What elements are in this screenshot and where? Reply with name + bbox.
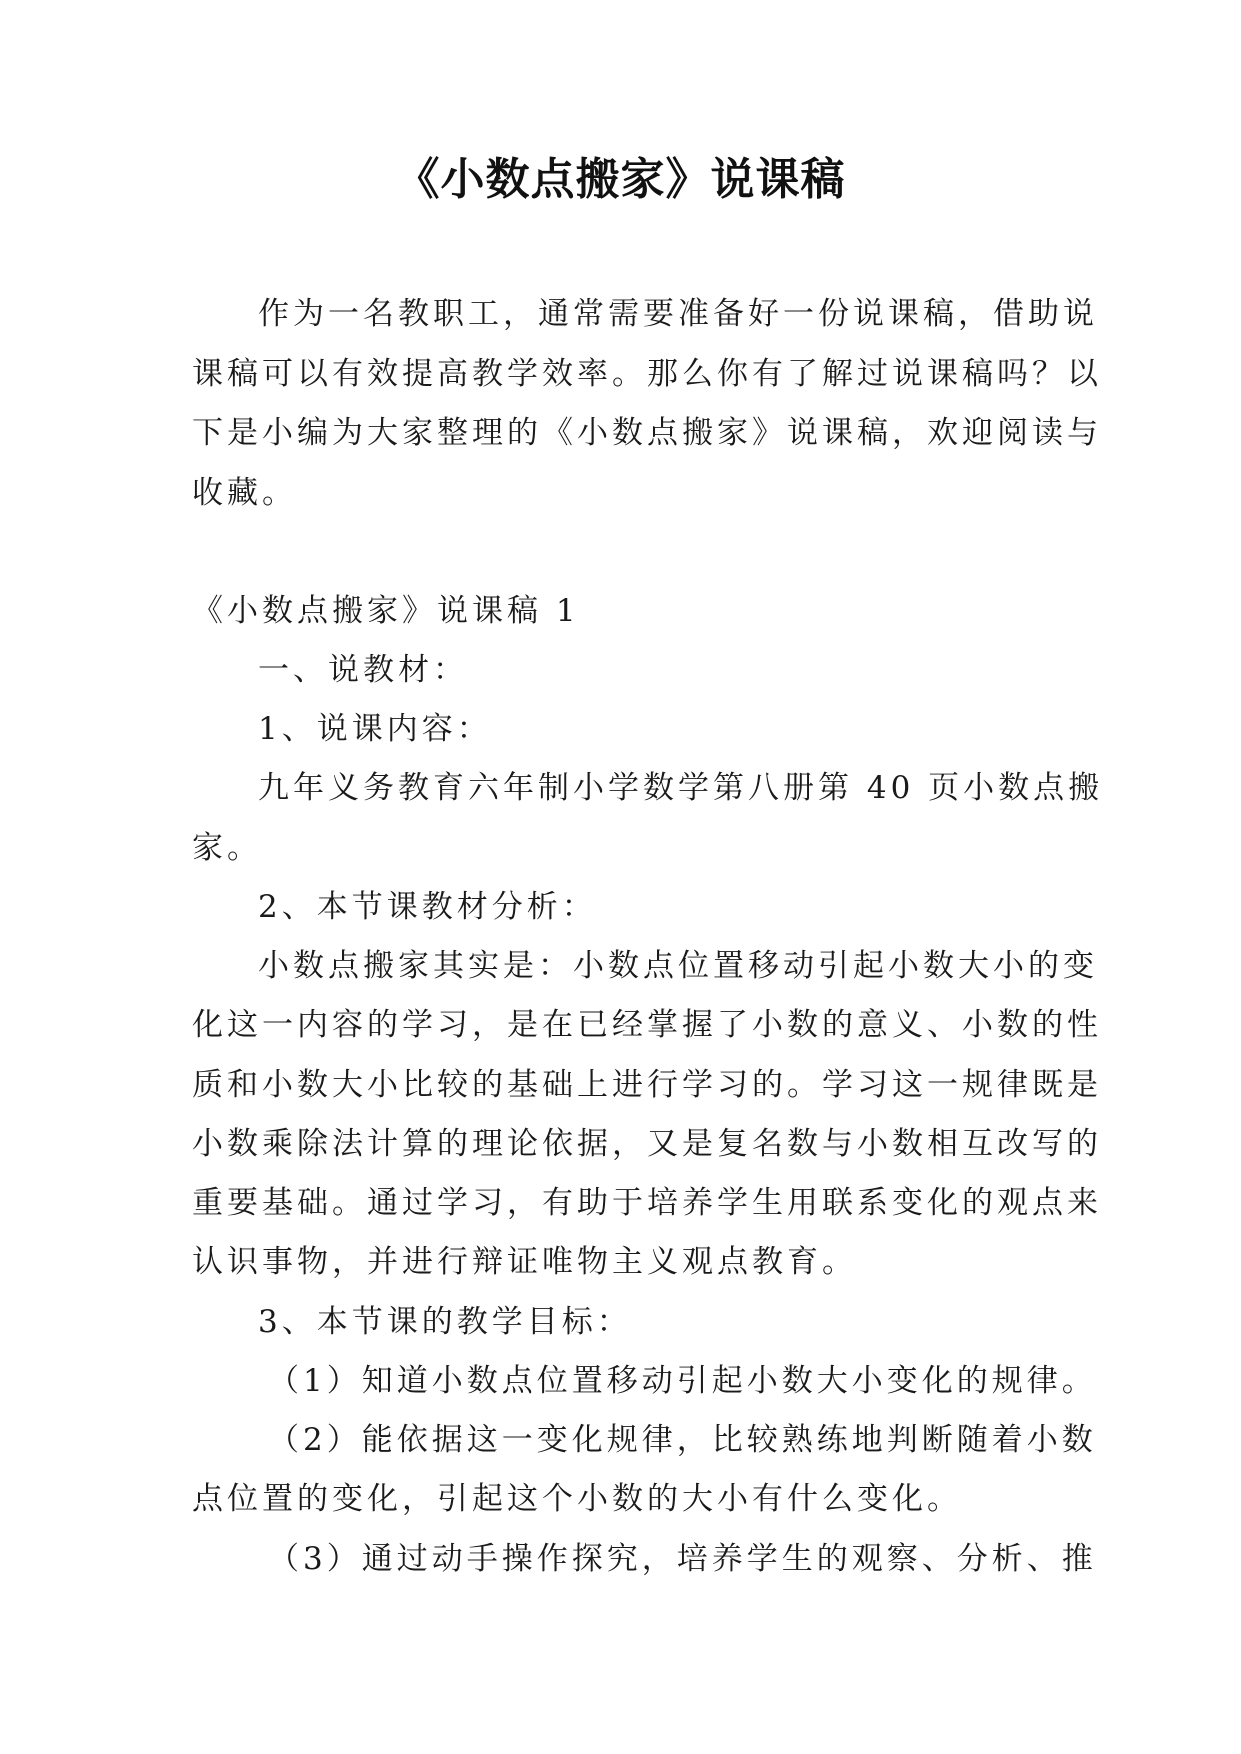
item1-text-line-1: 九年义务教育六年制小学数学第八册第 40 页小数点搬 [258, 770, 1104, 806]
item2-text-line-3: 质和小数大小比较的基础上进行学习的。学习这一规律既是 [192, 1067, 1102, 1103]
item1-heading: 1、说课内容： [258, 711, 492, 747]
item2-text-line-5: 重要基础。通过学习，有助于培养学生用联系变化的观点来 [192, 1185, 1102, 1221]
item1-text-line-2: 家。 [192, 830, 262, 866]
item2-heading: 2、本节课教材分析： [258, 889, 597, 925]
goal-2-line-1: （2）能依据这一变化规律，比较熟练地判断随着小数 [268, 1422, 1097, 1458]
goal-1: （1）知道小数点位置移动引起小数大小变化的规律。 [268, 1363, 1097, 1399]
section-heading: 《小数点搬家》说课稿 1 [192, 593, 580, 629]
item2-text-line-2: 化这一内容的学习，是在已经掌握了小数的意义、小数的性 [192, 1007, 1102, 1043]
goal-2-line-2: 点位置的变化，引起这个小数的大小有什么变化。 [192, 1481, 962, 1517]
intro-line-3: 下是小编为大家整理的《小数点搬家》说课稿，欢迎阅读与 [192, 415, 1102, 451]
intro-line-1: 作为一名教职工，通常需要准备好一份说课稿，借助说 [258, 296, 1098, 332]
intro-line-4: 收藏。 [192, 475, 297, 511]
document-title: 《小数点搬家》说课稿 [395, 154, 846, 205]
item2-text-line-4: 小数乘除法计算的理论依据，又是复名数与小数相互改写的 [192, 1126, 1102, 1162]
goal-3-line-1: （3）通过动手操作探究，培养学生的观察、分析、推 [268, 1541, 1097, 1577]
part-heading: 一、说教材： [258, 652, 468, 688]
item3-heading: 3、本节课的教学目标： [258, 1304, 632, 1340]
item2-text-line-6: 认识事物，并进行辩证唯物主义观点教育。 [192, 1244, 857, 1280]
intro-line-2: 课稿可以有效提高教学效率。那么你有了解过说课稿吗？以 [192, 356, 1102, 392]
item2-text-line-1: 小数点搬家其实是：小数点位置移动引起小数大小的变 [258, 948, 1098, 984]
